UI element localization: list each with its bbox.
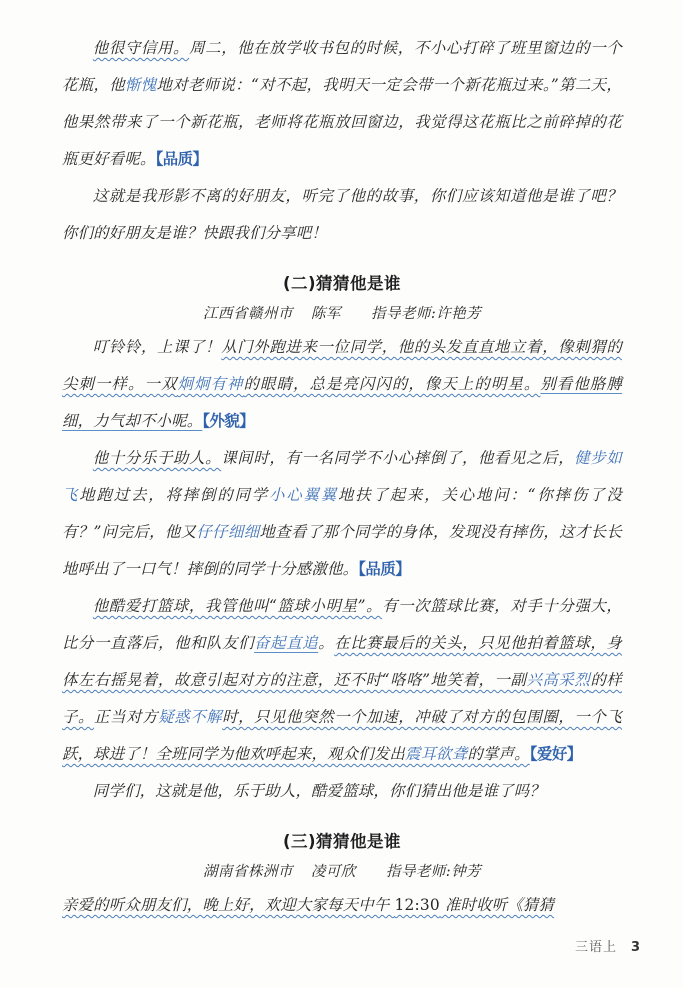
wavy-underlined-phrase: 时，只见他突然一个加速，冲破了对方的包围圈，一个飞跃，球进了！全班同学为他欢呼起来，观众们发出 xyxy=(62,708,622,763)
keyword-blue: 兴高采烈 xyxy=(526,671,591,689)
wavy-underlined-phrase: 他很守信用。 xyxy=(92,39,190,57)
footer-label: 三语上 xyxy=(574,940,617,955)
paragraph-text: 准时收听《猜猜 xyxy=(439,896,555,914)
keyword-blue: 仔仔细细 xyxy=(196,523,260,541)
paragraph-essay-two-4: 同学们，这就是他，乐于助人，酷爱篮球，你们猜出他是谁了吗？ xyxy=(92,782,545,800)
byline-teacher: 钟芳 xyxy=(451,863,482,880)
paragraph-essay-two-3 xyxy=(62,588,622,773)
wavy-underlined-phrase: 他酷爱打篮球，我管他叫“篮球小明星”。 xyxy=(92,597,383,615)
wavy-underlined-phrase: 的眼睛，总是亮闪闪的，像天上的明星。 xyxy=(243,375,541,393)
broadcast-time: 12:30 xyxy=(394,896,440,914)
paragraph-text: 地查看了那个同学的身体，发现没有摔伤，这才长长地呼出了一口气！摔倒的同学十分感激他。 xyxy=(62,523,622,578)
paragraph-essay-two-1 xyxy=(62,329,622,440)
paragraph-essay-one-1 xyxy=(62,30,622,178)
wavy-underlined-phrase xyxy=(62,896,554,914)
paragraph-text: 。 xyxy=(318,634,335,652)
wavy-underlined-phrase: 的掌声。 xyxy=(467,745,530,763)
paragraph-essay-two-2 xyxy=(62,440,622,588)
byline-author: 陈军 xyxy=(310,305,341,322)
byline-teacher-label: 指导老师: xyxy=(385,863,452,880)
byline-teacher: 许艳芳 xyxy=(436,305,482,322)
paragraph-text: 叮铃铃，上课了！ xyxy=(92,338,222,356)
page-footer xyxy=(575,936,641,955)
paragraph-essay-three-1 xyxy=(62,887,622,924)
paragraph-text: 有一次篮球比赛，对手十分强大，比分一直落后，他和队友们 xyxy=(62,597,622,652)
paragraph-text: 地跑过去，将摔倒的同学 xyxy=(79,486,269,504)
byline-author: 凌可欣 xyxy=(310,863,356,880)
underlined-phrase: 别看他胳膊细，力气却不小呢。 xyxy=(62,375,622,430)
keyword-blue: 疑惑不解 xyxy=(158,708,223,726)
annotation-tag: 【爱好】 xyxy=(529,745,582,763)
byline-essay-three xyxy=(62,860,622,881)
wavy-underlined-phrase: 在比赛最后的关头，只见他拍着篮球，身体左右摇晃着，故意引起对方的注意，还不时“咯咯”地笑着，一副 xyxy=(62,634,622,689)
paragraph-text: 地扶了起来，关心地问：“你摔伤了没有？”问完后，他又 xyxy=(62,486,622,541)
byline-teacher-label: 指导老师: xyxy=(370,305,437,322)
byline-location: 江西省赣州市 xyxy=(202,305,293,322)
wavy-underlined-phrase: 的样子。 xyxy=(62,671,622,726)
section-title-essay-two: (二)猜猜他是谁 xyxy=(282,274,402,293)
wavy-underlined-phrase: 他十分乐于助人。 xyxy=(92,449,222,467)
keyword-blue: 惭愧 xyxy=(125,76,157,94)
byline-essay-two xyxy=(62,302,622,323)
annotation-tag: 【品质】 xyxy=(358,560,411,578)
paragraph-text: 周二，他在放学收书包的时候，不小心打碎了班里窗边的一个花瓶，他 xyxy=(62,39,623,94)
keyword-blue: 小心翼翼 xyxy=(268,486,338,504)
wavy-underlined-phrase: 从门外跑进来一位同学，他的头发直直地立着，像刺猬的尖刺一样。一双 xyxy=(62,338,622,393)
keyword-blue: 炯炯有神 xyxy=(177,375,244,393)
keyword-blue: 震耳欲聋 xyxy=(405,745,468,763)
paragraph-text: 地对老师说：“对不起，我明天一定会带一个新花瓶过来。”第二天，他果然带来了一个新花瓶，老师将花瓶放回窗边，我觉得这花瓶比之前碎掉的花瓶更好看呢。 xyxy=(62,76,622,168)
page-number: 3 xyxy=(630,940,641,955)
paragraph-text: 正当对方 xyxy=(94,708,159,726)
page-content xyxy=(62,30,622,924)
keyword-blue: 奋起直追 xyxy=(254,634,319,652)
annotation-tag: 【外貌】 xyxy=(202,412,255,430)
byline-location: 湖南省株洲市 xyxy=(202,863,293,880)
keyword-blue: 健步如飞 xyxy=(62,449,622,504)
paragraph-text: 课间时，有一名同学不小心摔倒了，他看见之后， xyxy=(221,449,575,467)
section-title-essay-three: (三)猜猜他是谁 xyxy=(282,832,402,851)
paragraph-text: 亲爱的听众朋友们，晚上好，欢迎大家每天中午 xyxy=(62,896,395,914)
annotation-tag: 【品质】 xyxy=(155,150,208,168)
paragraph-essay-one-2: 这就是我形影不离的好朋友，听完了他的故事，你们应该知道他是谁了吧？你们的好朋友是谁？快跟我们分享吧！ xyxy=(62,187,622,242)
